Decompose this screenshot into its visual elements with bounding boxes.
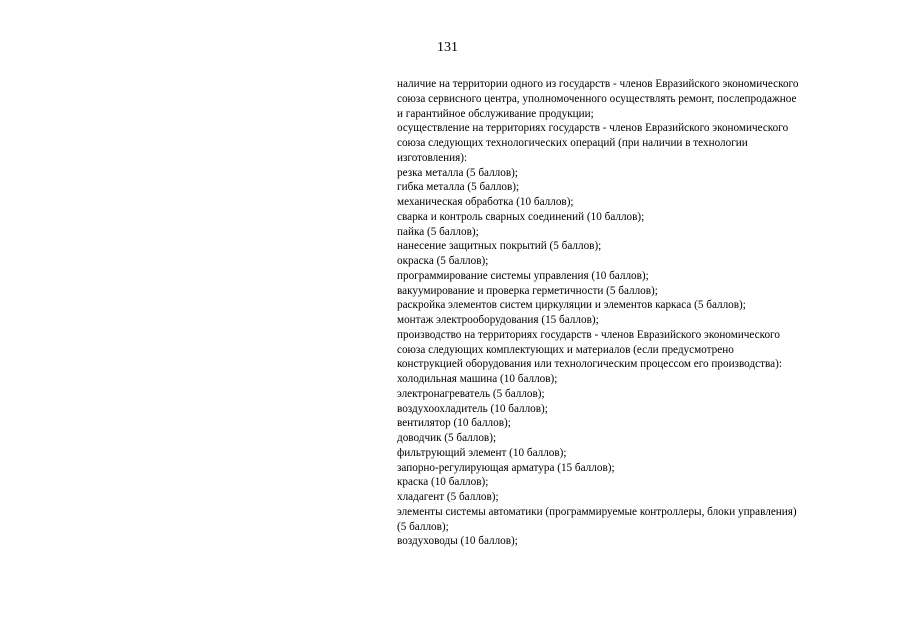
text-line: конструкцией оборудования или технологическим процессом его производства): (397, 358, 782, 371)
text-line: окраска (5 баллов); (397, 255, 489, 267)
text-line: сварка и контроль сварных соединений (10 баллов); (397, 210, 645, 223)
text-line: краска (10 баллов); (397, 476, 489, 489)
text-line: воздухоохладитель (10 баллов); (397, 402, 548, 415)
text-line: (5 баллов); (397, 520, 449, 533)
text-line: пайка (5 баллов); (397, 225, 479, 238)
text-line: доводчик (5 баллов); (397, 432, 497, 444)
text-line: электронагреватель (5 баллов); (397, 387, 545, 400)
text-line: изготовления): (397, 151, 468, 164)
text-line: холодильная машина (10 баллов); (397, 373, 558, 385)
text-line: элементы системы автоматики (программируемые контроллеры, блоки управления) (397, 505, 797, 518)
document-body (397, 77, 877, 549)
text-line: фильтрующий элемент (10 баллов); (397, 446, 567, 459)
text-line: резка металла (5 баллов); (397, 166, 518, 179)
text-line: нанесение защитных покрытий (5 баллов); (397, 240, 602, 253)
text-line: осуществление на территориях государств - членов Евразийского экономического (397, 122, 789, 135)
text-line: воздуховоды (10 баллов); (397, 535, 518, 548)
text-line: союза следующих комплектующих и материалов (если предусмотрено (397, 343, 734, 356)
text-line: производство на территориях государств - членов Евразийского экономического (397, 328, 780, 341)
page-number: 131 (437, 40, 458, 55)
text-line: наличие на территории одного из государств - членов Евразийского экономического (397, 78, 799, 90)
text-line: монтаж электрооборудования (15 баллов); (397, 314, 599, 326)
text-line: вакуумирование и проверка герметичности (5 баллов); (397, 284, 658, 297)
text-line: запорно-регулирующая арматура (15 баллов); (397, 461, 615, 474)
text-line: союза следующих технологических операций (при наличии в технологии (397, 137, 748, 149)
text-line: программирование системы управления (10 баллов); (397, 269, 649, 282)
text-line: гибка металла (5 баллов); (397, 181, 520, 194)
text-line: хладагент (5 баллов); (397, 491, 499, 503)
text-line: механическая обработка (10 баллов); (397, 196, 574, 208)
text-line: раскройка элементов систем циркуляции и элементов каркаса (5 баллов); (397, 299, 746, 312)
text-line: союза сервисного центра, уполномоченного осуществлять ремонт, послепродажное (397, 92, 797, 105)
text-line: вентилятор (10 баллов); (397, 417, 511, 430)
text-line: и гарантийное обслуживание продукции; (397, 107, 594, 120)
